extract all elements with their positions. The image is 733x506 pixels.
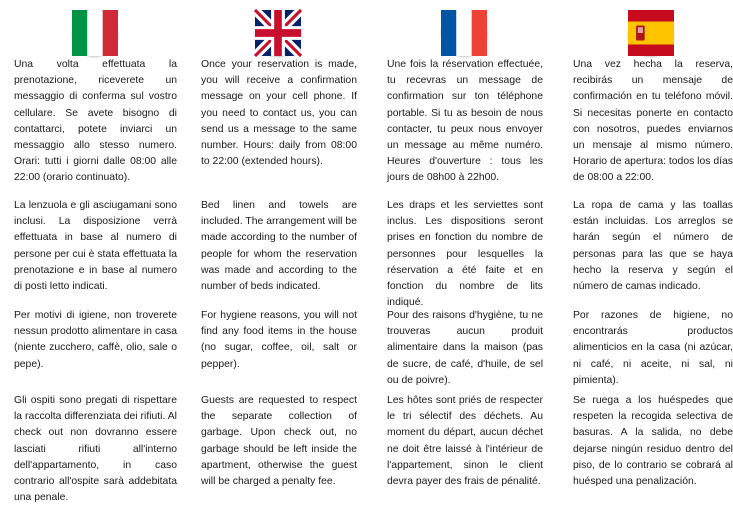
- spanish-paragraph-hygiene: Por razones de higiene, no encontrarás productos alimenticios en la casa (ni azúcar, ni café, ni aceite, ni sal, ni pimienta).: [573, 310, 733, 386]
- english-paragraph-garbage: Guests are requested to respect the separate collection of garbage. Upon check out, no garbage should be left inside the apartment, otherwise the guest will be charged a penalty fee.: [201, 395, 357, 488]
- english-paragraph-reservation: Once your reservation is made, you will receive a confirmation message on your cell phone. If you need to contact us, you can send us a message to the same number. Hours: daily from 08:00 to 22:00 (extended hours).: [201, 59, 357, 168]
- spanish-paragraph-garbage: Se ruega a los huéspedes que respeten la recogida selectiva de basuras. A la salida, no debe dejarse ningún residuo dentro del piso, de lo contrario se cobrará al huésped una penalización.: [573, 395, 733, 488]
- french-paragraph-reservation: Une fois la réservation effectuée, tu recevras un message de confirmation sur ton téléphone portable. Si tu as besoin de nous contacter, tu peux nous envoyer un message au même numéro. Heures d'ouverture : tous les jours de 08h00 à 22h00.: [387, 59, 543, 184]
- italian-paragraph-reservation: Una volta effettuata la prenotazione, riceverete un messaggio di conferma sul vostro cellulare. Se avete bisogno di contattarci, potete inviarci un messaggio allo stesso numero. Orari: tutti i giorni dalle 08:00 alle 22:00 (orario continuato).: [14, 59, 177, 184]
- english-paragraph-linen: Bed linen and towels are included. The arrangement will be made according to the number of people for whom the reservation was made and according to the number of beds indicated.: [201, 200, 357, 293]
- italian-paragraph-garbage: Gli ospiti sono pregati di rispettare la raccolta differenziata dei rifiuti. Al check out non dovranno essere lasciati rifiuti all'interno dell'appartamento, in caso contrario all'ospite sarà addebitata una penale.: [14, 395, 177, 504]
- french-paragraph-hygiene: Pour des raisons d'hygiène, tu ne trouveras aucun produit alimentaire dans la maison (pas de sucre, de café, d'huile, de sel ou de poivre).: [387, 310, 543, 386]
- italian-paragraph-linen: La lenzuola e gli asciugamani sono inclusi. La disposizione verrà effettuata in base al numero di persone per cui è stata effettuata la prenotazione e in base al numero di posti letto indicati.: [14, 200, 177, 293]
- spanish-paragraph-reservation: Una vez hecha la reserva, recibirás un mensaje de confirmación en tu teléfono móvil. Si necesitas ponerte en contacto con nosotros, puedes enviarnos un mensaje al mismo número. Horario de apertura: todos los días de 08:00 a 22:00.: [573, 59, 733, 184]
- english-paragraph-hygiene: For hygiene reasons, you will not find any food items in the house (no sugar, coffee, oil, salt or pepper).: [201, 310, 357, 370]
- french-paragraph-garbage: Les hôtes sont priés de respecter le tri sélectif des déchets. Au moment du départ, aucun déchet ne doit être laissé à l'intérieur de l'appartement, sinon le client devra payer des frais de pénalité.: [387, 395, 543, 488]
- spanish-paragraph-linen: La ropa de cama y las toallas están incluidas. Los arreglos se harán según el número de personas para las que se haya hecho la reserva y según el número de camas indicado.: [573, 200, 733, 293]
- italian-paragraph-hygiene: Per motivi di igiene, non troverete nessun prodotto alimentare in casa (niente zucchero, caffè, olio, sale o pepe).: [14, 310, 177, 370]
- spain-flag-icon: [628, 10, 674, 56]
- french-paragraph-linen: Les draps et les serviettes sont inclus. Les dispositions seront prises en fonction du nombre de personnes pour lesquelles la réservation a été faite et en fonction du nombre de lits indiqué.: [387, 200, 543, 309]
